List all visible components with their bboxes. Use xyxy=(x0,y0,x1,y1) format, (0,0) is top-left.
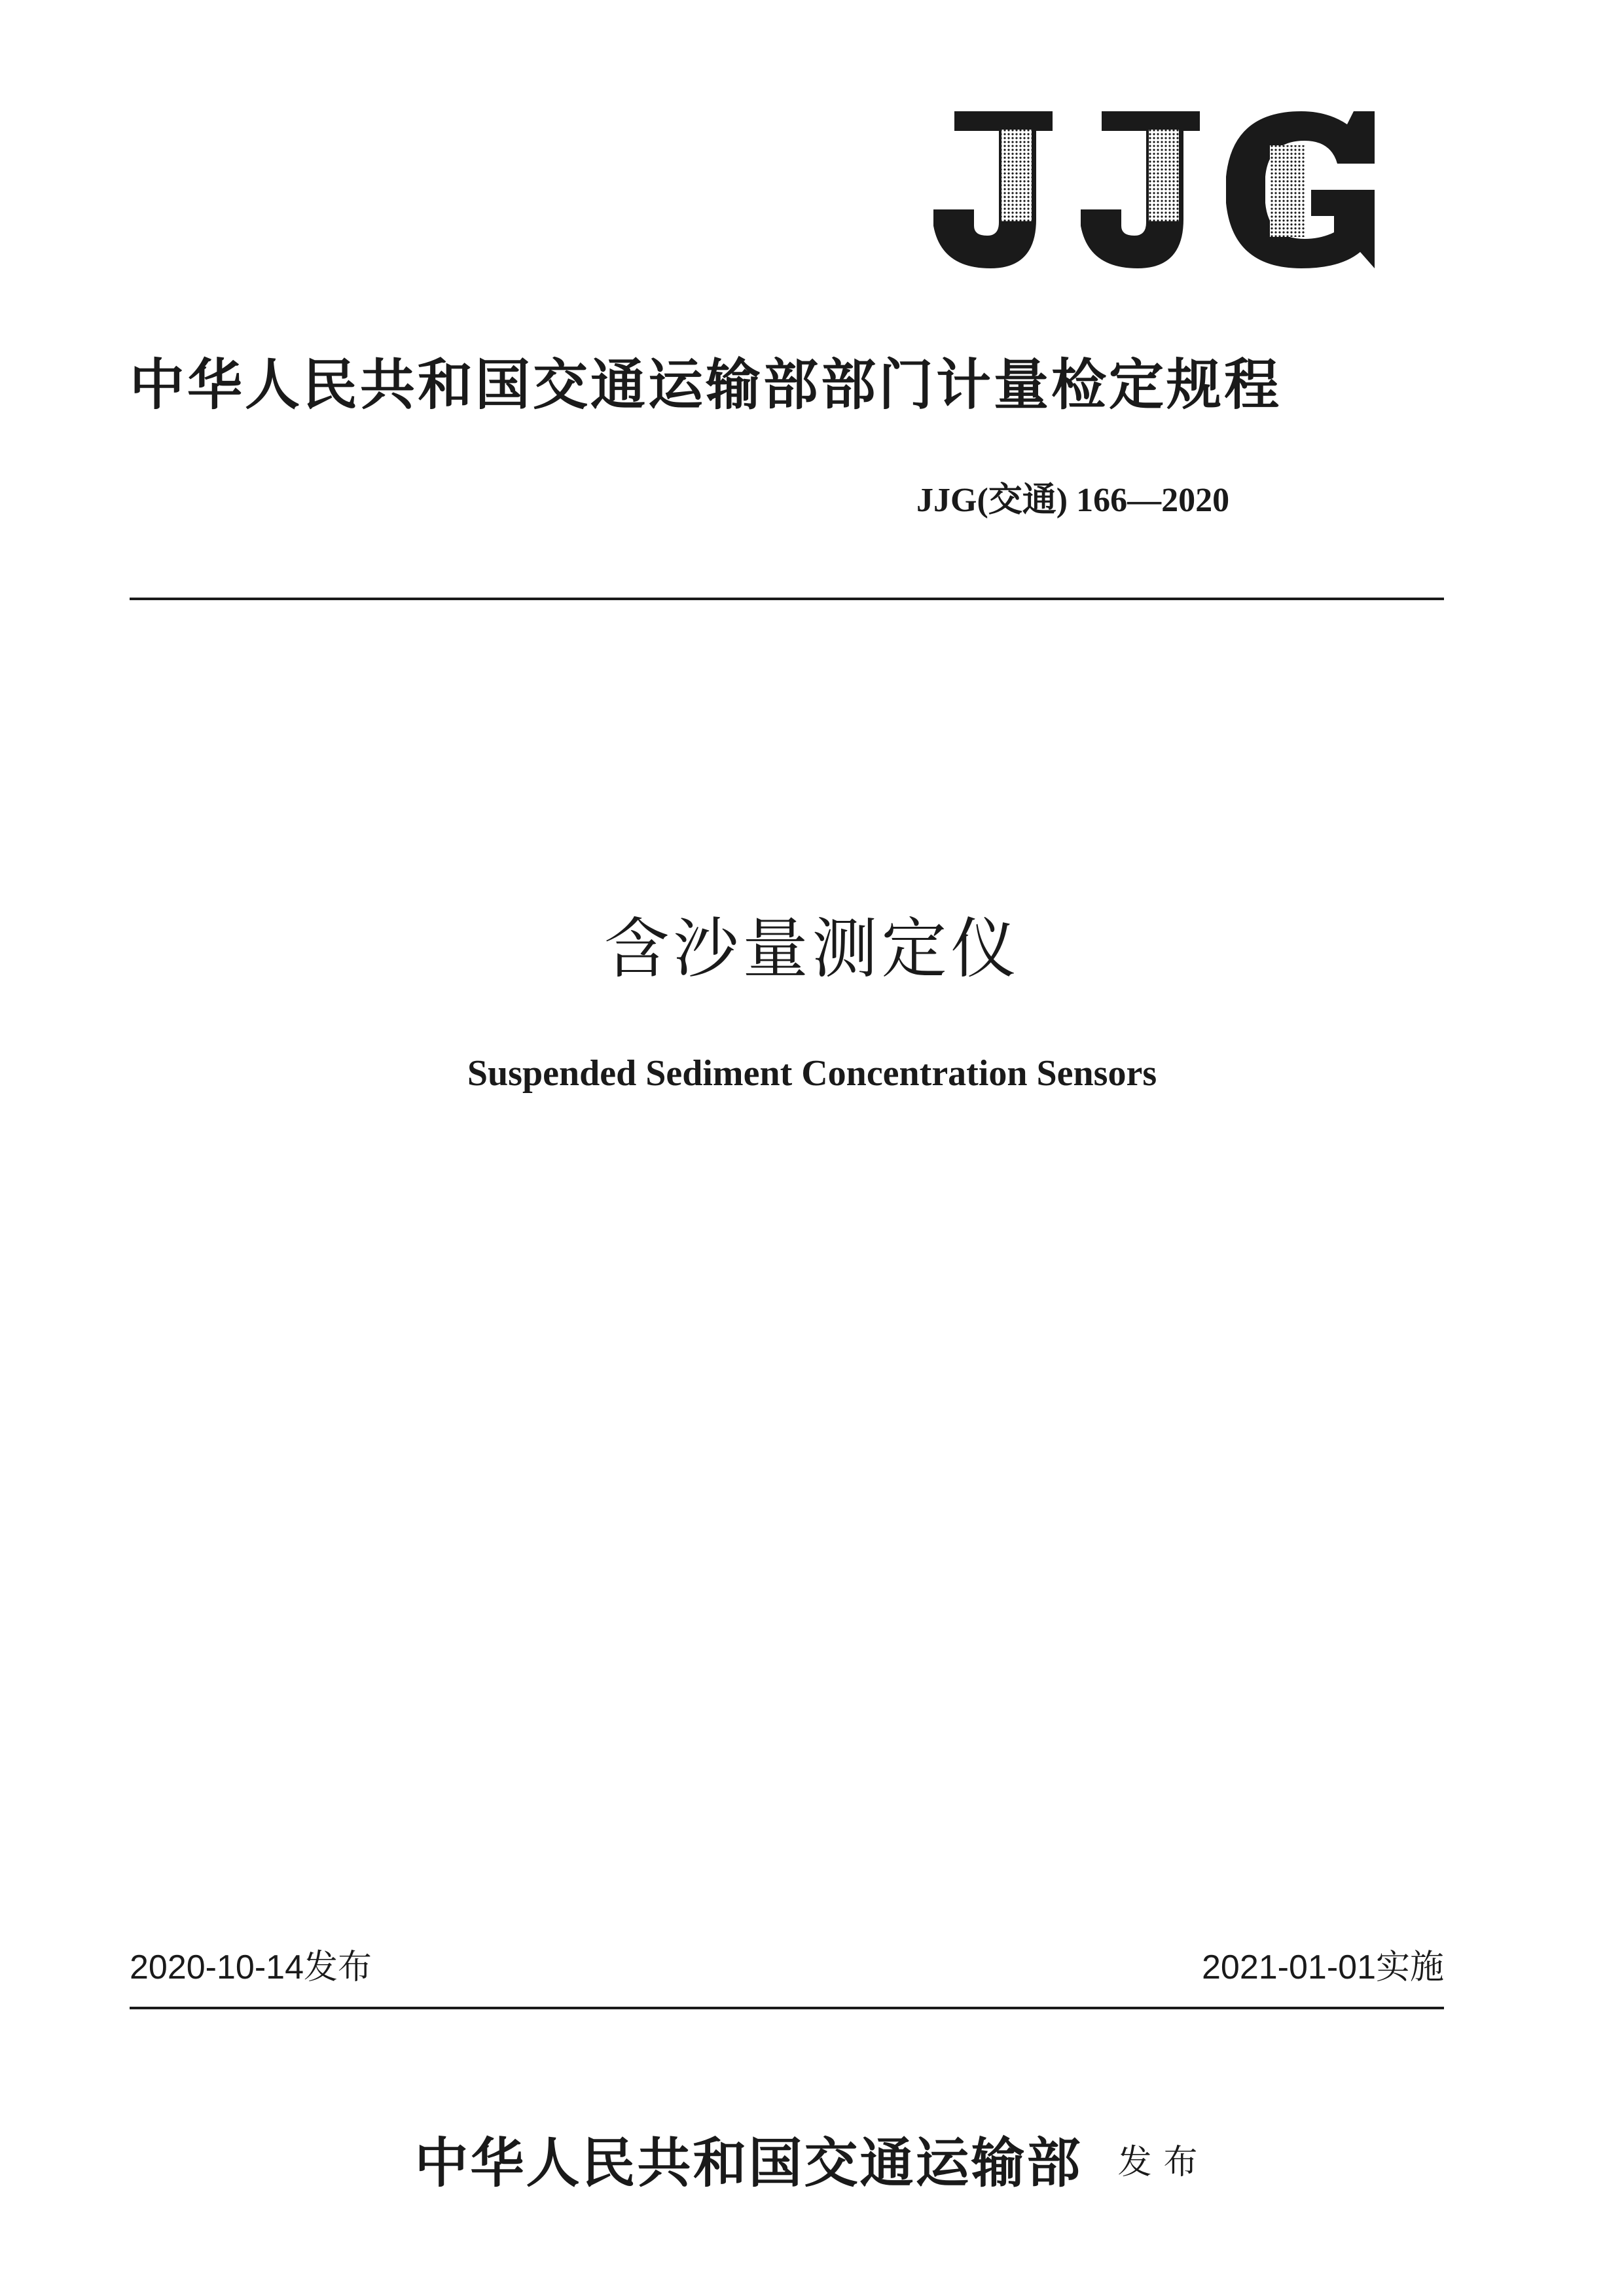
issue-date: 2020-10-14发布 xyxy=(130,1948,372,1986)
jjg-logo xyxy=(928,105,1380,275)
footer-divider xyxy=(130,2007,1444,2009)
logo-letter-j2 xyxy=(1081,111,1200,268)
logo-letter-j1 xyxy=(933,111,1053,268)
publisher-name: 中华人民共和国交通运输部 xyxy=(414,2132,1083,2195)
publisher-line xyxy=(0,2121,1624,2197)
document-title-cn: 含沙量测定仪 xyxy=(604,910,1020,987)
document-title-en: Suspended Sediment Concentration Sensors xyxy=(467,1053,1157,1094)
header-divider xyxy=(130,598,1444,600)
effective-date: 2021-01-01实施 xyxy=(1202,1948,1444,1986)
standard-code: JJG(交通) 166—2020 xyxy=(916,482,1230,519)
logo-letter-g xyxy=(1226,111,1375,268)
org-title: 中华人民共和国交通运输部部门计量检定规程 xyxy=(130,352,1282,417)
publisher-suffix: 发布 xyxy=(1117,2143,1210,2182)
